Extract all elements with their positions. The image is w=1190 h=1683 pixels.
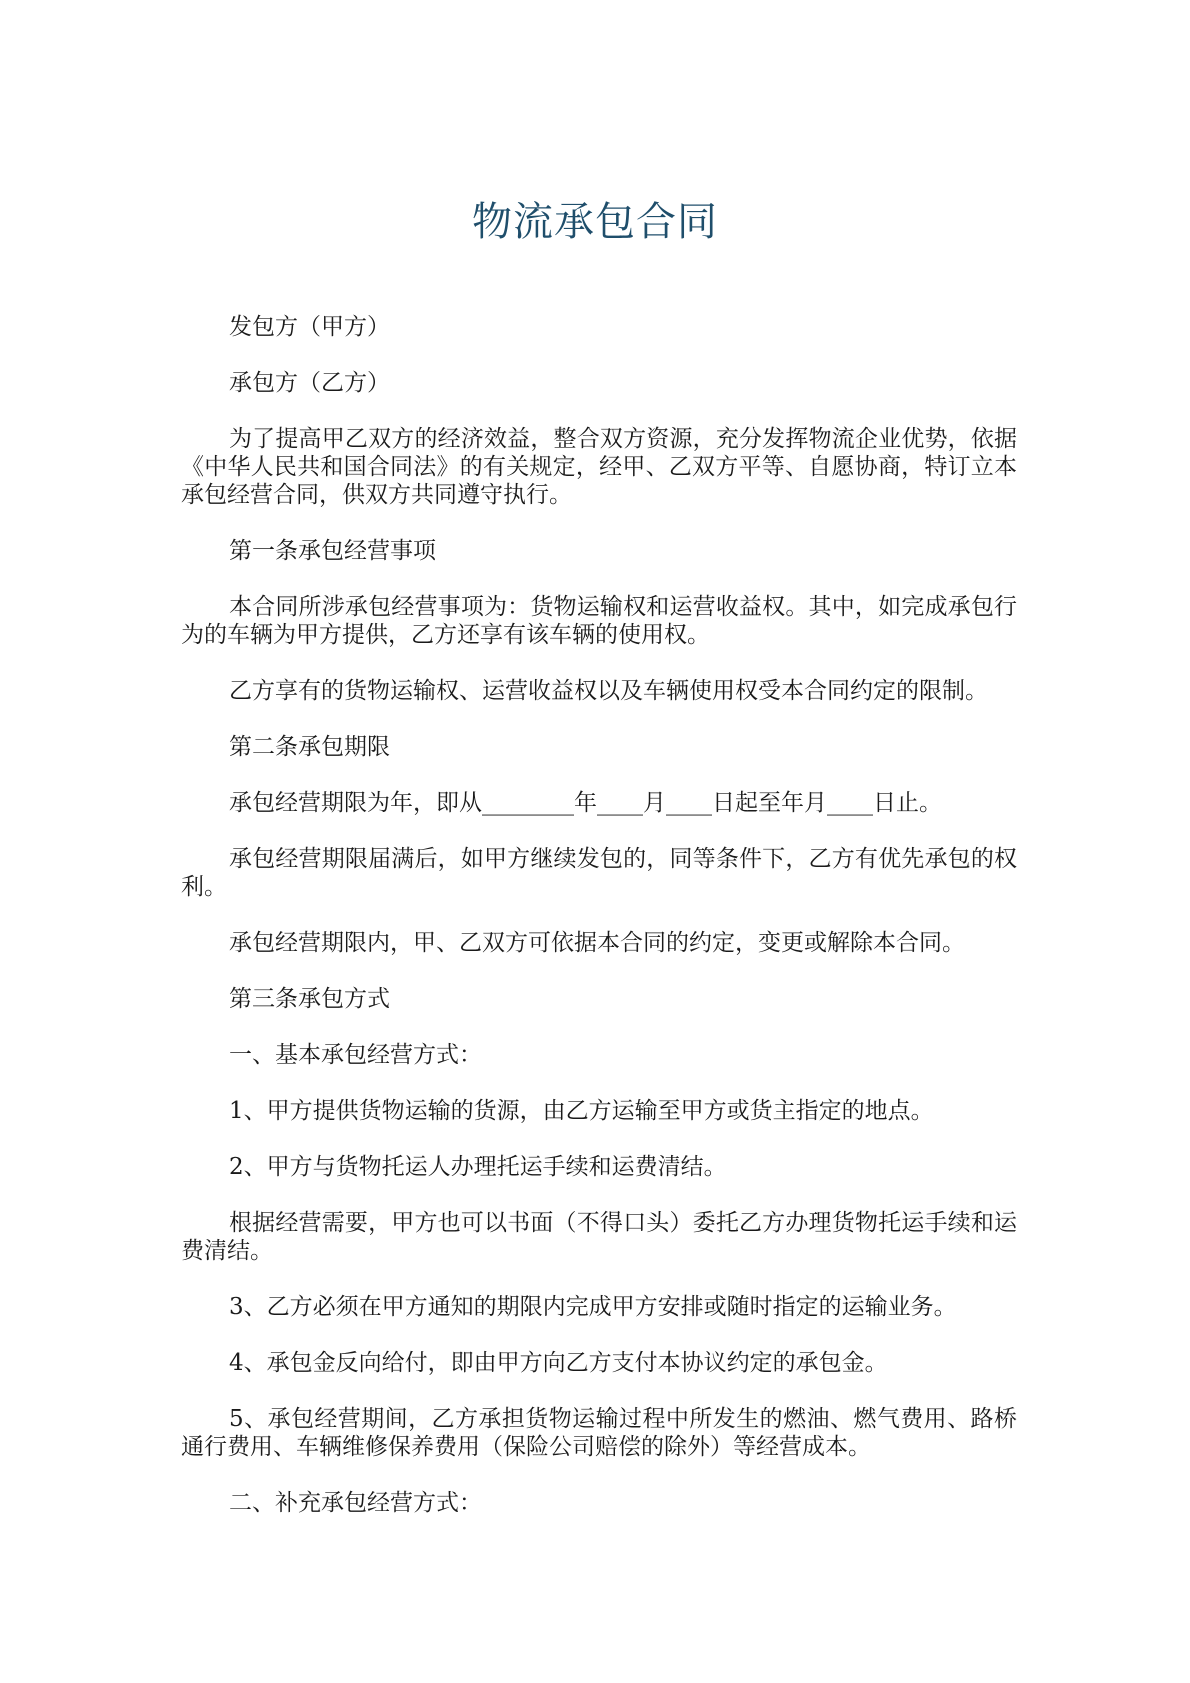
paragraph-party-b: 承包方（乙方） [229,370,390,396]
document-body [181,313,1017,1545]
section-heading-article-2: 第二条承包期限 [229,734,390,760]
paragraph-term-dates: 承包经营期限为年，即从________年____月____日起至年月____日止。 [229,790,942,816]
subsection-heading: 二、补充承包经营方式： [229,1490,482,1516]
list-item: 4、承包金反向给付，即由甲方向乙方支付本协议约定的承包金。 [229,1350,888,1376]
section-heading-article-1: 第一条承包经营事项 [229,538,436,564]
list-item: 5、承包经营期间，乙方承担货物运输过程中所发生的燃油、燃气费用、路桥通行费用、车辆维修保养费用（保险公司赔偿的除外）等经营成本。 [181,1406,1017,1460]
section-heading-article-3: 第三条承包方式 [229,986,390,1012]
paragraph: 乙方享有的货物运输权、运营收益权以及车辆使用权受本合同约定的限制。 [229,678,988,704]
paragraph: 本合同所涉承包经营事项为：货物运输权和运营收益权。其中，如完成承包行为的车辆为甲方提供，乙方还享有该车辆的使用权。 [181,594,1017,648]
paragraph: 根据经营需要，甲方也可以书面（不得口头）委托乙方办理货物托运手续和运费清结。 [181,1210,1017,1264]
subsection-heading: 一、基本承包经营方式： [229,1042,482,1068]
paragraph-preamble: 为了提高甲乙双方的经济效益，整合双方资源，充分发挥物流企业优势，依据《中华人民共和国合同法》的有关规定，经甲、乙双方平等、自愿协商，特订立本承包经营合同，供双方共同遵守执行。 [181,426,1017,508]
paragraph: 承包经营期限届满后，如甲方继续发包的，同等条件下，乙方有优先承包的权利。 [181,846,1017,900]
list-item: 2、甲方与货物托运人办理托运手续和运费清结。 [229,1154,727,1180]
list-item: 3、乙方必须在甲方通知的期限内完成甲方安排或随时指定的运输业务。 [229,1294,957,1320]
document-title: 物流承包合同 [472,199,718,245]
paragraph-party-a: 发包方（甲方） [229,314,390,340]
paragraph: 承包经营期限内，甲、乙双方可依据本合同的约定，变更或解除本合同。 [229,930,965,956]
list-item: 1、甲方提供货物运输的货源，由乙方运输至甲方或货主指定的地点。 [229,1098,934,1124]
